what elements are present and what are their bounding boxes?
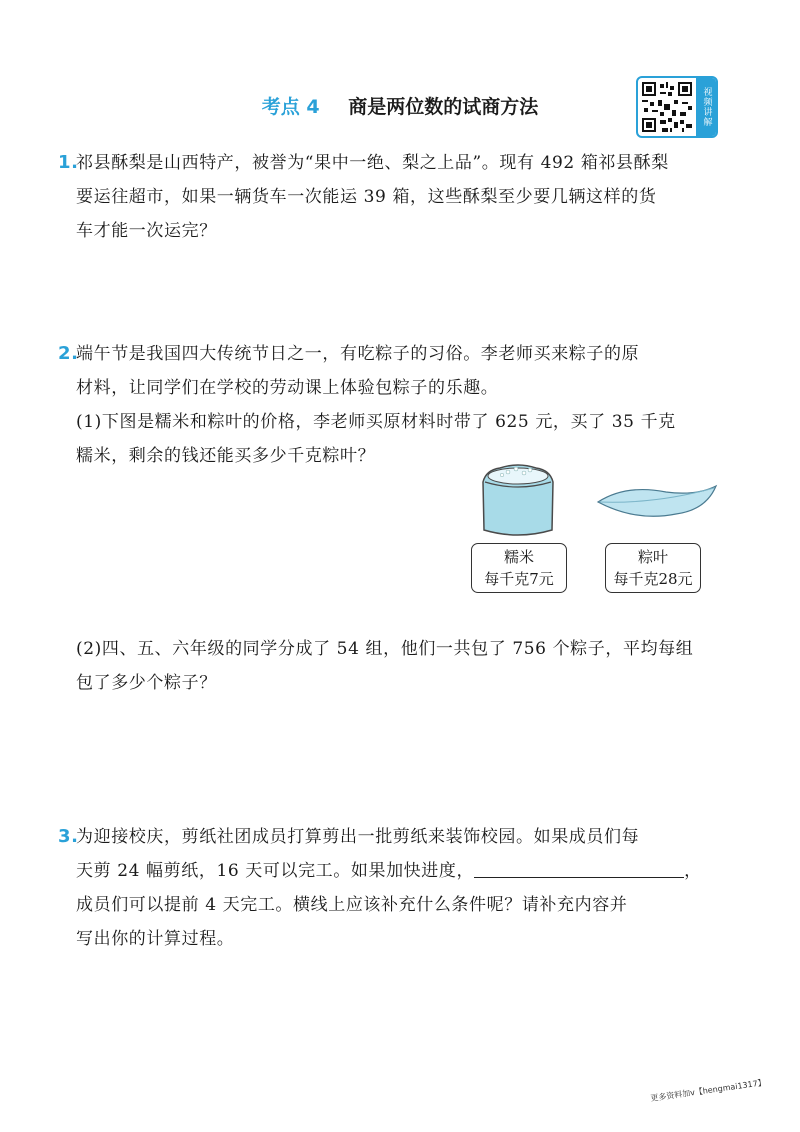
qr-code-badge[interactable] <box>636 76 718 138</box>
leaf-name: 粽叶 <box>637 548 668 566</box>
qr-side-label: 视频讲解 <box>696 78 716 136</box>
question-3 <box>58 820 716 956</box>
rice-bag-icon <box>478 460 558 540</box>
question-text-line <box>76 854 716 888</box>
leaf-price: 每千克28元 <box>613 570 693 588</box>
answer-blank[interactable] <box>474 857 684 878</box>
question-2-part-2 <box>76 632 716 700</box>
question-text-line: 材料，让同学们在学校的劳动课上体验包粽子的乐趣。 <box>76 378 499 398</box>
section-tag: 考点 4 <box>261 96 320 118</box>
rice-price: 每千克7元 <box>484 570 554 588</box>
question-text-line: 祁县酥梨是山西特产，被誉为“果中一绝、梨之上品”。现有 492 箱祁县酥梨 <box>76 153 669 173</box>
question-text-line: 成员们可以提前 4 天完工。横线上应该补充什么条件呢？请补充内容并 <box>76 895 628 915</box>
question-text-segment: ， <box>684 861 702 881</box>
leaf-price-tag <box>605 543 701 593</box>
rice-price-tag <box>471 543 567 593</box>
question-2 <box>58 337 716 473</box>
question-text-line: 写出你的计算过程。 <box>76 929 235 949</box>
question-text-line: 端午节是我国四大传统节日之一，有吃粽子的习俗。李老师买来粽子的原 <box>76 344 640 364</box>
subquestion-1-line: (1)下图是糯米和粽叶的价格，李老师买原材料时带了 625 元，买了 35 千克 <box>76 412 676 432</box>
question-text-line: 车才能一次运完？ <box>76 221 217 241</box>
question-text-line: 要运往超市，如果一辆货车一次能运 39 箱，这些酥梨至少要几辆这样的货 <box>76 187 657 207</box>
subquestion-2-line: 包了多少个粽子？ <box>76 673 217 693</box>
qr-code-icon <box>640 80 694 134</box>
bamboo-leaf-icon <box>596 482 720 524</box>
question-number: 2. <box>58 343 79 364</box>
section-title: 商是两位数的试商方法 <box>348 96 539 118</box>
footer-watermark: 更多资料加v【hengmai1317】 <box>649 1077 767 1104</box>
rice-name: 糯米 <box>503 548 534 566</box>
question-number: 1. <box>58 152 79 173</box>
question-number: 3. <box>58 826 79 847</box>
question-text-segment: 天剪 24 幅剪纸，16 天可以完工。如果加快进度， <box>76 861 475 881</box>
subquestion-1-line: 糯米，剩余的钱还能买多少千克粽叶？ <box>76 446 376 466</box>
subquestion-2-line: (2)四、五、六年级的同学分成了 54 组，他们一共包了 756 个粽子，平均每组 <box>76 639 694 659</box>
question-1 <box>58 146 716 248</box>
question-text-line: 为迎接校庆，剪纸社团成员打算剪出一批剪纸来装饰校园。如果成员们每 <box>76 827 640 847</box>
